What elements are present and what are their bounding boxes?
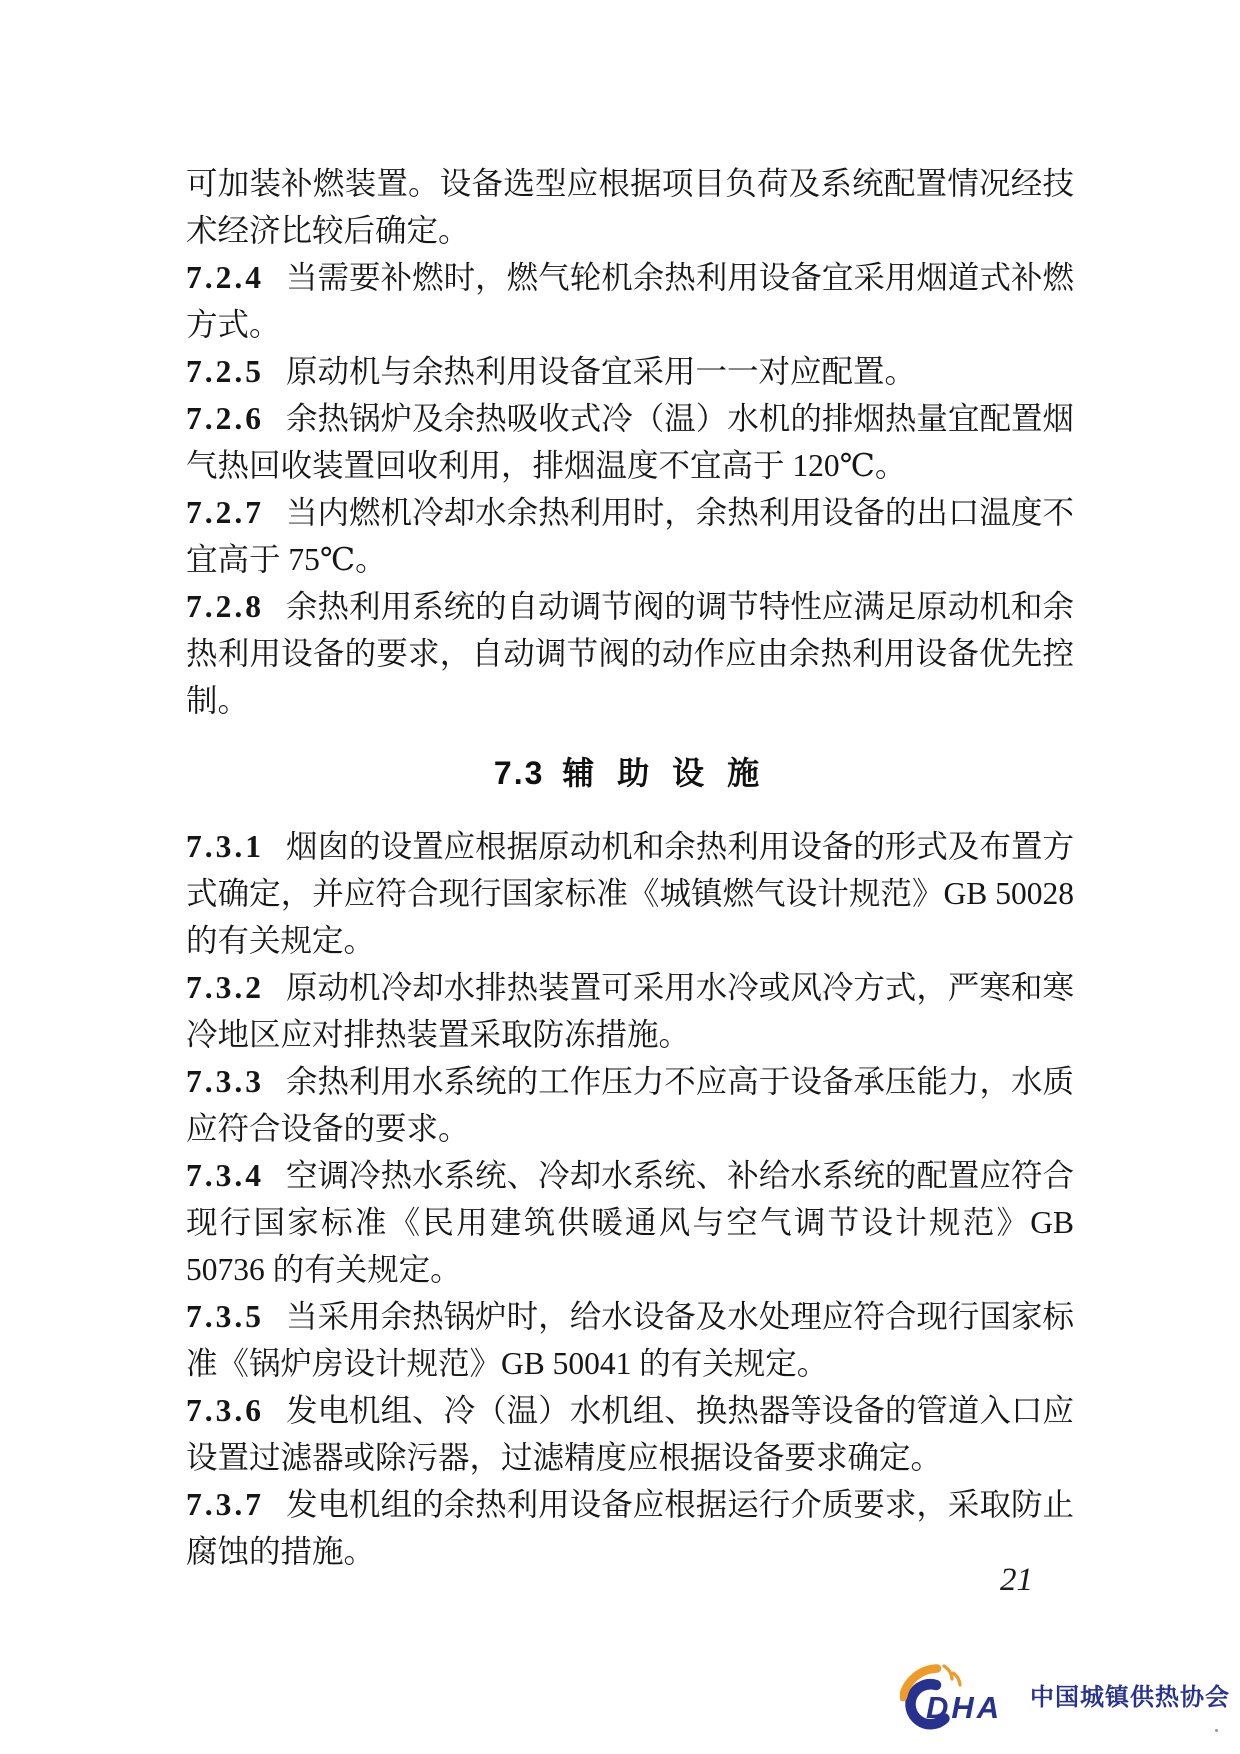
clause-number: 7.2.4 (186, 260, 264, 295)
clause-7-3-1 (186, 823, 1074, 964)
clause-text: 发电机组、冷（温）水机组、换热器等设备的管道入口应设置过滤器或除污器，过滤精度应根据设备要求确定。 (186, 1393, 1074, 1475)
clause-number: 7.3.1 (186, 829, 264, 864)
clause-text: 余热锅炉及余热吸收式冷（温）水机的排烟热量宜配置烟气热回收装置回收利用，排烟温度不宜高于 120℃。 (186, 401, 1074, 483)
cdha-logo-icon (900, 1657, 1022, 1731)
clause-text: 可加装补燃装置。设备选型应根据项目负荷及系统配置情况经技术经济比较后确定。 (186, 166, 1074, 248)
page-number: 21 (1000, 1562, 1033, 1598)
paragraph-continuation (186, 160, 1074, 254)
clause-7-3-5 (186, 1293, 1074, 1387)
clause-7-2-8 (186, 583, 1074, 724)
association-name: 中国城镇供热协会 (1030, 1683, 1230, 1711)
association-logo (900, 1655, 1230, 1733)
text-block (186, 160, 1074, 1575)
clause-7-2-6 (186, 395, 1074, 489)
clause-7-3-2 (186, 964, 1074, 1058)
clause-number: 7.3.2 (186, 970, 264, 1005)
clause-7-3-4 (186, 1152, 1074, 1293)
clause-number: 7.3.6 (186, 1393, 264, 1428)
clause-text: 当采用余热锅炉时，给水设备及水处理应符合现行国家标准《锅炉房设计规范》GB 50041 的有关规定。 (186, 1299, 1074, 1381)
clause-7-2-7 (186, 489, 1074, 583)
clause-number: 7.3.7 (186, 1487, 264, 1522)
clause-text: 余热利用水系统的工作压力不应高于设备承压能力，水质应符合设备的要求。 (186, 1064, 1074, 1146)
clause-text: 当内燃机冷却水余热利用时，余热利用设备的出口温度不宜高于 75℃。 (186, 495, 1074, 577)
clause-number: 7.3.3 (186, 1064, 264, 1099)
logo-wave-2 (953, 1673, 960, 1685)
scan-speck (1215, 1729, 1218, 1732)
clause-number: 7.3.5 (186, 1299, 264, 1334)
clause-text: 原动机与余热利用设备宜采用一一对应配置。 (286, 354, 917, 389)
section-title: 辅 助 设 施 (562, 755, 767, 791)
clause-7-2-5 (186, 348, 1074, 395)
clause-number: 7.2.6 (186, 401, 264, 436)
clause-text: 原动机冷却水排热装置可采用水冷或风冷方式，严寒和寒冷地区应对排热装置采取防冻措施。 (186, 970, 1074, 1052)
clause-text: 当需要补燃时，燃气轮机余热利用设备宜采用烟道式补燃方式。 (186, 260, 1074, 342)
clause-7-3-7 (186, 1481, 1074, 1575)
clause-text: 烟囱的设置应根据原动机和余热利用设备的形式及布置方式确定，并应符合现行国家标准《城镇燃气设计规范》GB 50028 的有关规定。 (186, 829, 1074, 958)
logo-acronym: DHA (926, 1690, 1003, 1725)
clause-number: 7.2.7 (186, 495, 264, 530)
logo-wave-1 (944, 1666, 952, 1679)
clause-number: 7.2.5 (186, 354, 264, 389)
clause-text: 空调冷热水系统、冷却水系统、补给水系统的配置应符合现行国家标准《民用建筑供暖通风与空气调节设计规范》GB 50736 的有关规定。 (186, 1158, 1074, 1287)
clause-text: 发电机组的余热利用设备应根据运行介质要求，采取防止腐蚀的措施。 (186, 1487, 1074, 1569)
clause-7-3-3 (186, 1058, 1074, 1152)
section-heading (186, 750, 1074, 797)
clause-number: 7.3.4 (186, 1158, 264, 1193)
clause-7-3-6 (186, 1387, 1074, 1481)
section-number: 7.3 (493, 755, 545, 791)
clause-text: 余热利用系统的自动调节阀的调节特性应满足原动机和余热利用设备的要求，自动调节阀的动作应由余热利用设备优先控制。 (186, 589, 1074, 718)
clause-number: 7.2.8 (186, 589, 264, 624)
clause-7-2-4 (186, 254, 1074, 348)
